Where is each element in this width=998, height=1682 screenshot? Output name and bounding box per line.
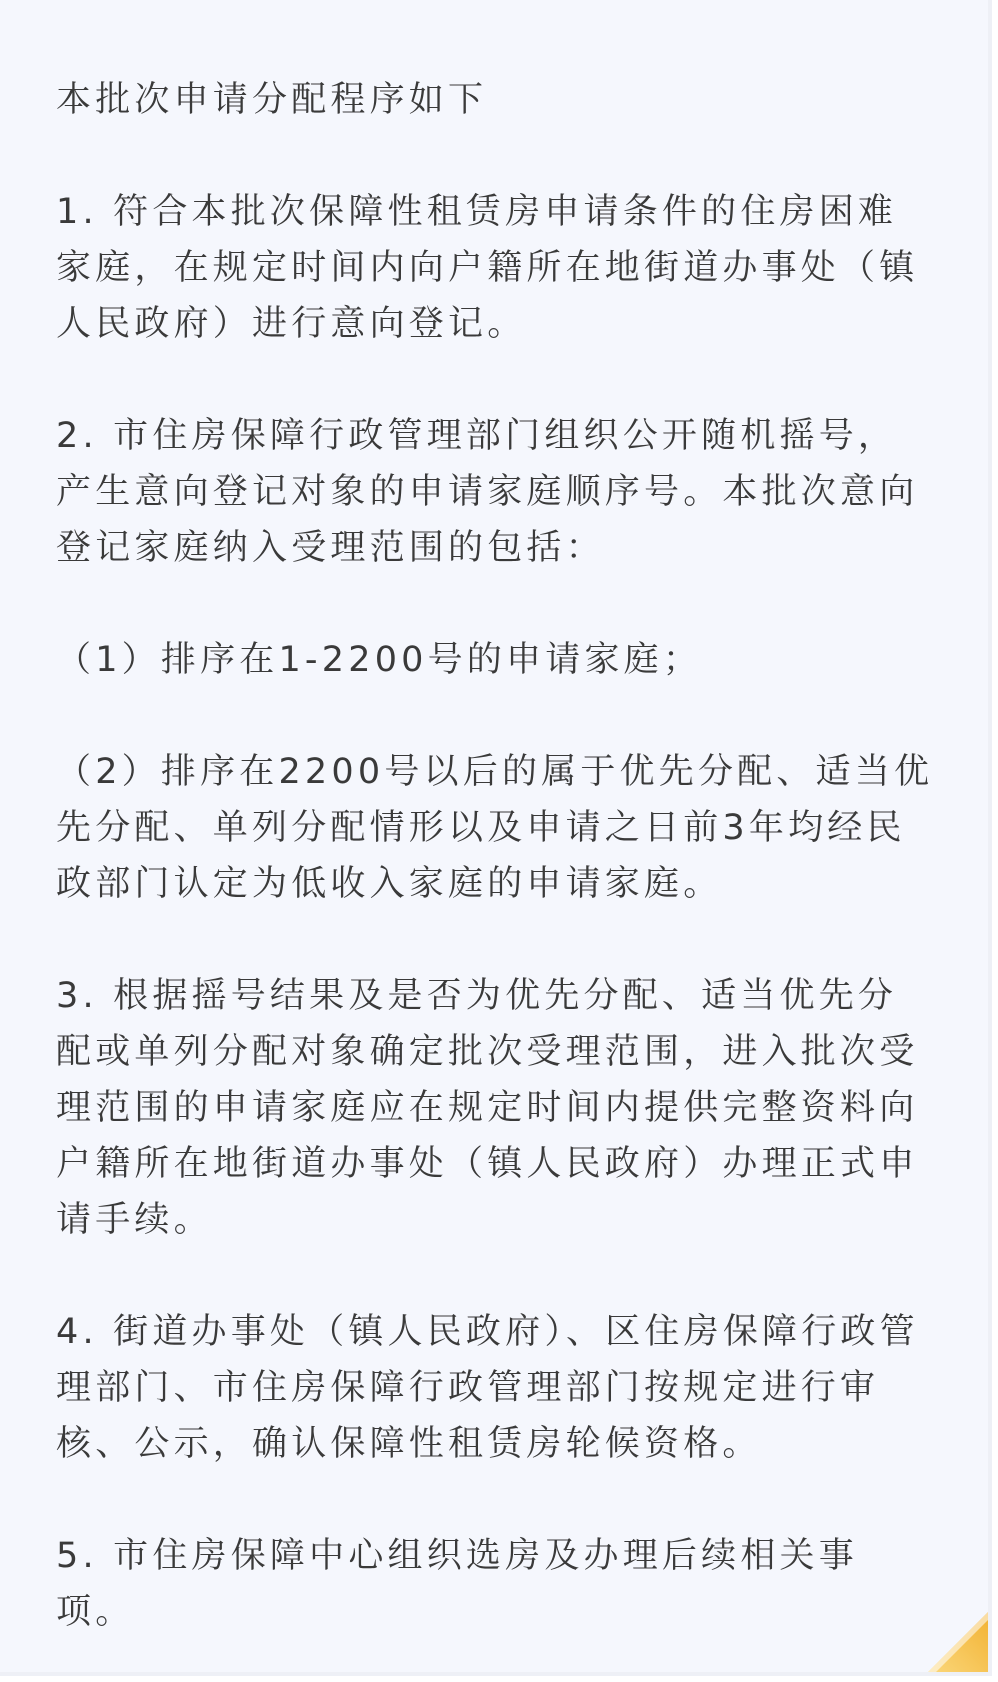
step-5: 5. 市住房保障中心组织选房及办理后续相关事项。 (56, 1536, 858, 1632)
step-2-item-2: （2）排序在2200号以后的属于优先分配、适当优先分配、单列分配情形以及申请之日前3年均经民政部门认定为低收入家庭的申请家庭。 (56, 752, 934, 904)
step-2: 2. 市住房保障行政管理部门组织公开随机摇号，产生意向登记对象的申请家庭顺序号。本批次意向登记家庭纳入受理范围的包括： (56, 416, 919, 568)
intro-text: 本批次申请分配程序如下 (56, 80, 488, 120)
step-4: 4. 街道办事处（镇人民政府）、区住房保障行政管理部门、市住房保障行政管理部门按规定进行审核、公示，确认保障性租赁房轮候资格。 (56, 1312, 919, 1464)
step-3: 3. 根据摇号结果及是否为优先分配、适当优先分配或单列分配对象确定批次受理范围，进入批次受理范围的申请家庭应在规定时间内提供完整资料向户籍所在地街道办事处（镇人民政府）办理正式申请手续。 (56, 976, 919, 1240)
step-2-item-1: （1）排序在1-2200号的申请家庭； (56, 640, 703, 680)
corner-fold-icon (928, 1612, 988, 1672)
article-body (56, 72, 936, 1640)
step-1: 1. 符合本批次保障性租赁房申请条件的住房困难家庭，在规定时间内向户籍所在地街道办事处（镇人民政府）进行意向登记。 (56, 192, 919, 344)
